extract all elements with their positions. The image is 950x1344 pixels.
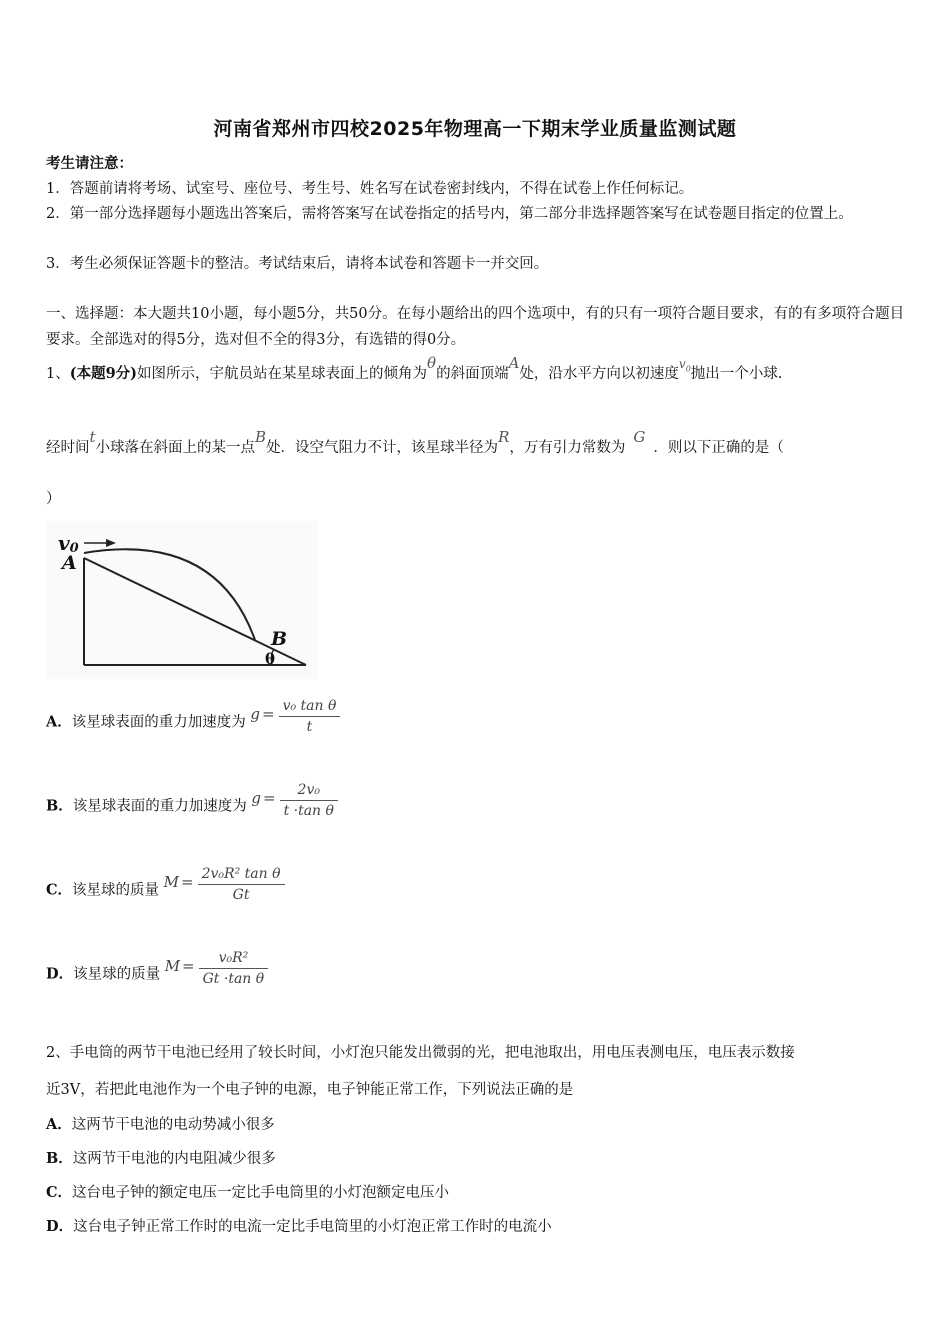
q1-G: G [633, 428, 646, 446]
formula-numerator: 2v₀ [280, 782, 338, 801]
notice-item-1: 1．答题前请将考场、试室号、座位号、考生号、姓名写在试卷密封线内，不得在试卷上作任何标记。 [46, 181, 694, 197]
formula-lhs: g [250, 704, 260, 723]
q1-text-f: 小球落在斜面上的某一点 [95, 440, 256, 456]
formula-numerator: v₀ tan θ [279, 698, 341, 717]
option-text: 这两节干电池的内电阻减少很多 [72, 1151, 276, 1167]
option-label: A． [46, 713, 72, 731]
q1-line-1 [46, 354, 783, 383]
q1-v0 [678, 357, 691, 374]
option-label: B． [46, 1150, 73, 1167]
formula-fraction [280, 782, 338, 819]
q2-option-b [46, 1147, 276, 1168]
option-text: 这两节干电池的电动势减小很多 [71, 1117, 275, 1133]
option-text: 该星球的质量 [73, 966, 161, 983]
q1-text-e: 经时间 [46, 440, 90, 456]
formula-numerator: v₀R² [199, 950, 269, 969]
option-label: D． [46, 1218, 74, 1235]
notice-heading: 考生请注意： [46, 155, 133, 172]
q1-text-g: 处．设空气阻力不计，该星球半径为 [266, 440, 499, 456]
formula-lhs: M [163, 872, 180, 891]
q1-v0-symbol: v [678, 357, 686, 371]
formula-fraction [199, 950, 269, 987]
option-text: 该星球表面的重力加速度为 [72, 798, 247, 815]
option-text: 该星球表面的重力加速度为 [71, 714, 246, 731]
option-text: 该星球的质量 [72, 882, 160, 899]
q1-text-i: ．则以下正确的是（ [653, 440, 784, 456]
q2-option-d [46, 1215, 552, 1236]
label-v0: v0 [58, 531, 79, 556]
formula-fraction [198, 866, 285, 903]
q1-line-2 [46, 428, 784, 457]
q2-option-a [46, 1113, 275, 1134]
q1-close-paren: ） [46, 491, 61, 507]
formula-denominator: t [306, 719, 313, 735]
option-label: A． [46, 1116, 72, 1133]
option-label: B． [46, 797, 73, 815]
q1-option-b: B．该星球表面的重力加速度为 g = $\frac{\text{2v₀}}{\text{t ·tan θ}}$ [46, 788, 338, 825]
option-label: C． [46, 1184, 73, 1201]
section-header: 一、选择题：本大题共10小题，每小题5分，共50分。在每小题给出的四个选项中，有的只有一项符合题目要求，有的有多项符合题目要求。全部选对的得5分，选对但不全的得3分，有选错的得0分。 [46, 306, 905, 348]
q1-text-a: 如图所示，宇航员站在某星球表面上的倾角为 [137, 366, 428, 382]
formula-numerator: 2v₀R² tan θ [198, 866, 285, 885]
q2-line-1: 2、手电筒的两节干电池已经用了较长时间，小灯泡只能发出微弱的光，把电池取出，用电压表测电压，电压表示数接 [46, 1045, 795, 1061]
q1-R: R [498, 428, 510, 446]
q1-option-c: C．该星球的质量 M = $\frac{\text{2v₀R² tan θ}}{Gt}$ [46, 872, 285, 909]
formula-denominator: Gt ·tan θ [202, 971, 265, 987]
q1-text-h: ，万有引力常数为 [509, 440, 626, 456]
q1-t: t [89, 428, 96, 446]
q1-point-b: B [255, 428, 267, 446]
q1-text-c: 处，沿水平方向以初速度 [519, 366, 679, 382]
formula-lhs: g [251, 788, 261, 807]
label-A: A [62, 552, 77, 574]
q1-point-a: A [508, 354, 520, 372]
option-text: 这台电子钟的额定电压一定比手电筒里的小灯泡额定电压小 [72, 1185, 450, 1201]
option-label: C． [46, 881, 73, 899]
formula-fraction [279, 698, 341, 735]
q1-option-d: D．该星球的质量 M = $\frac{\text{v₀R²}}{\text{Gt ·tan θ}}$ [46, 956, 268, 993]
option-label: D． [46, 965, 74, 983]
formula-denominator: Gt [232, 887, 250, 903]
notice-item-3: 3．考生必须保证答题卡的整洁。考试结束后，请将本试卷和答题卡一并交回。 [46, 256, 549, 272]
q1-score-tag: (本题9分) [69, 365, 138, 382]
formula-denominator: t ·tan θ [283, 803, 334, 819]
page-title: 河南省郑州市四校2025年物理高一下期末学业质量监测试题 [213, 118, 737, 140]
q1-number: 1、 [46, 366, 70, 382]
label-B: B [271, 628, 288, 650]
q2-line-2: 近3V，若把此电池作为一个电子钟的电源，电子钟能正常工作，下列说法正确的是 [46, 1082, 574, 1098]
q1-text-b: 的斜面顶端 [436, 366, 509, 382]
q1-v0-sub: 0 [685, 364, 691, 374]
q1-text-d: 抛出一个小球. [690, 366, 783, 382]
q1-theta: θ [427, 354, 437, 372]
q2-option-c [46, 1181, 449, 1202]
notice-item-2: 2．第一部分选择题每小题选出答案后，需将答案写在试卷指定的括号内，第二部分非选择题答案写在试卷题目指定的位置上。 [46, 206, 853, 222]
incline-figure [46, 521, 318, 679]
option-text: 这台电子钟正常工作时的电流一定比手电筒里的小灯泡正常工作时的电流小 [73, 1219, 552, 1235]
formula-lhs: M [164, 956, 181, 975]
label-theta: θ [265, 650, 276, 668]
q1-option-a: A．该星球表面的重力加速度为 g = $\frac{\text{v₀ tan θ}}{t}$ [46, 704, 340, 741]
figure-background [46, 521, 318, 679]
